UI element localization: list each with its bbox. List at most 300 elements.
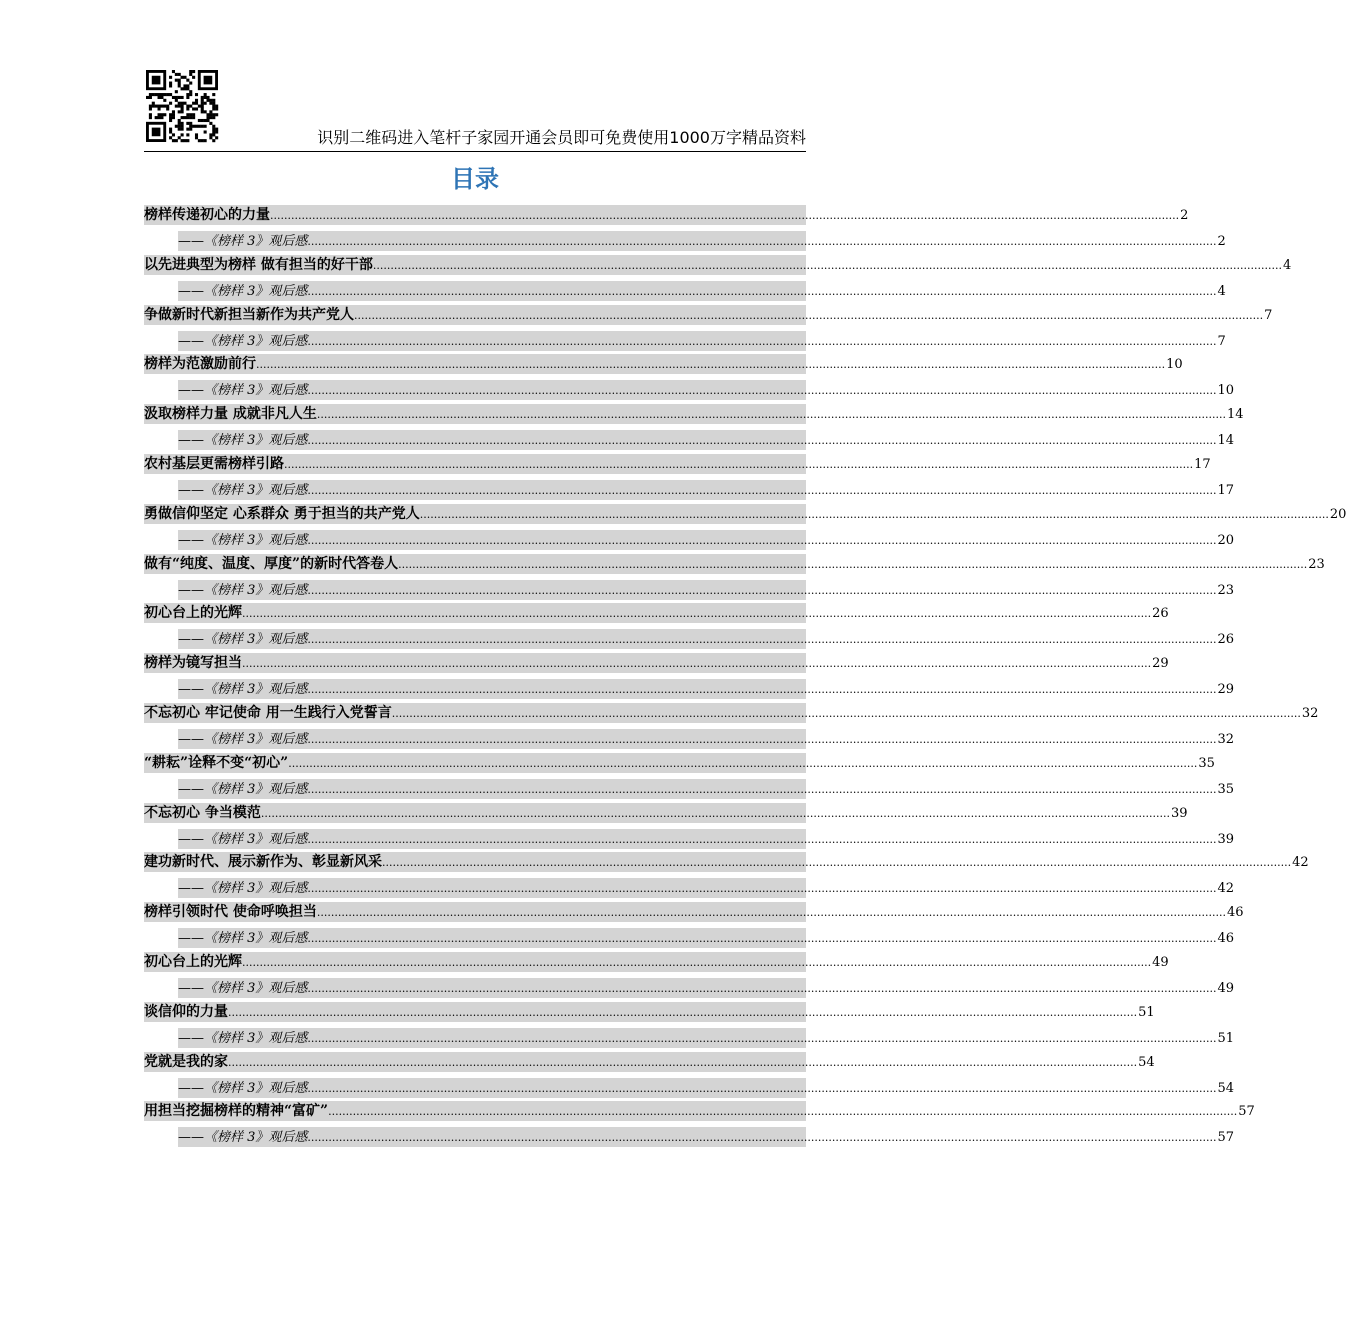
qr-module (155, 116, 158, 119)
toc-entry-page: 7 (1264, 308, 1273, 323)
toc-entry-title: 勇做信仰坚定 心系群众 勇于担当的共产党人 (144, 506, 420, 522)
qr-module (186, 122, 189, 125)
qr-module (212, 116, 215, 119)
toc-subentry-title: ——《榜样 3》观后感 (178, 632, 308, 647)
toc-subentry[interactable] (178, 679, 1235, 699)
toc-subentry[interactable] (178, 580, 1235, 600)
qr-module (206, 116, 209, 119)
qr-module (212, 107, 215, 110)
toc-subentry[interactable] (178, 829, 1235, 849)
qr-module (149, 93, 152, 96)
toc-entry[interactable] (144, 753, 1215, 773)
qr-module (178, 119, 181, 122)
toc-entry-title: 初心台上的光辉 (144, 954, 242, 970)
qr-module (181, 96, 184, 99)
toc-leader-dots: .................................................................................................................................................................................................................................................................... (307, 633, 1217, 646)
qr-module (192, 125, 195, 128)
toc-entry-title: 榜样传递初心的力量 (144, 207, 270, 223)
toc-subentry[interactable] (178, 430, 1235, 450)
qr-module (181, 110, 184, 113)
toc-entry-page: 17 (1194, 457, 1211, 472)
qr-module (215, 105, 218, 108)
qr-module (201, 119, 204, 122)
toc-subentry[interactable] (178, 978, 1235, 998)
qr-module (166, 93, 169, 96)
qr-module (181, 128, 184, 131)
qr-module (204, 102, 207, 105)
qr-module (146, 96, 149, 99)
toc-subentry[interactable] (178, 928, 1235, 948)
toc-subentry-title: ——《榜样 3》观后感 (178, 1130, 308, 1145)
toc-title: 目录 (451, 165, 499, 193)
toc-entry[interactable] (144, 852, 1309, 872)
toc-subentry[interactable] (178, 530, 1235, 550)
header-banner-text: 识别二维码进入笔杆子家园开通会员即可免费使用1000万字精品资料 (317, 128, 806, 147)
qr-module (178, 102, 181, 105)
qr-module (215, 130, 218, 133)
qr-module (172, 113, 175, 116)
qr-module (178, 84, 181, 87)
qr-module (178, 128, 181, 131)
qr-module (172, 116, 175, 119)
qr-module (158, 96, 161, 99)
qr-module (204, 110, 207, 113)
qr-module (189, 122, 192, 125)
qr-module (183, 102, 186, 105)
qr-module (206, 99, 209, 102)
qr-module (209, 136, 212, 139)
toc-subentry-title: ——《榜样 3》观后感 (178, 682, 308, 697)
qr-module (212, 93, 215, 96)
qr-module (163, 93, 166, 96)
toc-leader-dots: .................................................................................................................................................................................................................................................................... (391, 707, 1301, 720)
toc-subentry-title: ——《榜样 3》观后感 (178, 533, 308, 548)
qr-module (189, 128, 192, 131)
toc-subentry-page: 26 (1217, 632, 1235, 647)
qr-module (183, 76, 186, 79)
toc-subentry[interactable] (178, 878, 1235, 898)
qr-module (158, 107, 161, 110)
toc-entry[interactable] (144, 803, 1188, 823)
toc-leader-dots: .................................................................................................................................................................................................................................................................... (307, 484, 1217, 497)
qr-module (152, 105, 155, 108)
qr-module (178, 79, 181, 82)
qr-module (206, 119, 209, 122)
toc-leader-dots: .................................................................................................................................................................................................................................................................... (288, 757, 1198, 770)
toc-entry-page: 32 (1301, 706, 1319, 721)
toc-subentry-title: ——《榜样 3》观后感 (178, 433, 308, 448)
toc-entry-title: 榜样引领时代 使命呼唤担当 (144, 904, 317, 920)
toc-leader-dots: .................................................................................................................................................................................................................................................................... (307, 285, 1217, 298)
toc-entry-page: 39 (1171, 806, 1188, 821)
qr-module (169, 82, 172, 85)
qr-module (215, 113, 218, 116)
toc-subentry[interactable] (178, 1127, 1235, 1147)
toc-entry-page: 20 (1329, 507, 1346, 522)
qr-module (169, 136, 172, 139)
qr-module (206, 96, 209, 99)
qr-module (201, 110, 204, 113)
qr-module (212, 133, 215, 136)
qr-module (181, 116, 184, 119)
toc-leader-dots: .................................................................................................................................................................................................................................................................... (307, 932, 1217, 945)
toc-entry-title: 建功新时代、展示新作为、彰显新风采 (144, 854, 382, 870)
qr-module (186, 113, 189, 116)
toc-subentry-title: ——《榜样 3》观后感 (178, 931, 308, 946)
qr-module (204, 130, 207, 133)
qr-module (201, 139, 204, 142)
toc-leader-dots: .................................................................................................................................................................................................................................................................... (242, 607, 1152, 620)
qr-module (181, 122, 184, 125)
qr-code-icon[interactable] (146, 70, 222, 142)
qr-module (198, 125, 201, 128)
toc-entry[interactable] (144, 1101, 1255, 1121)
qr-module (181, 87, 184, 90)
qr-module (172, 110, 175, 113)
qr-module (204, 96, 207, 99)
qr-module (195, 93, 198, 96)
qr-module (201, 96, 204, 99)
toc-subentry-title: ——《榜样 3》观后感 (178, 383, 308, 398)
toc-entry-title: 初心台上的光辉 (144, 605, 242, 621)
toc-subentry-page: 57 (1217, 1130, 1235, 1145)
qr-module (195, 125, 198, 128)
qr-module (181, 125, 184, 128)
toc-subentry-title: ——《榜样 3》观后感 (178, 1081, 308, 1096)
toc-entry[interactable] (144, 703, 1319, 723)
toc-subentry-title: ——《榜样 3》观后感 (178, 583, 308, 598)
qr-module (181, 102, 184, 105)
qr-module (189, 116, 192, 119)
toc-leader-dots: .................................................................................................................................................................................................................................................................... (307, 235, 1217, 248)
qr-module (192, 107, 195, 110)
toc-subentry[interactable] (178, 779, 1235, 799)
toc-subentry-title: ——《榜样 3》观后感 (178, 234, 308, 249)
toc-entry[interactable] (144, 205, 1189, 225)
toc-subentry-title: ——《榜样 3》观后感 (178, 981, 308, 996)
toc-entry-page: 10 (1166, 357, 1183, 372)
qr-finder-inner (204, 76, 213, 85)
toc-subentry[interactable] (178, 480, 1235, 500)
qr-module (209, 102, 212, 105)
qr-module (169, 84, 172, 87)
toc-entry[interactable] (144, 554, 1325, 574)
qr-module (204, 93, 207, 96)
qr-module (175, 96, 178, 99)
toc-entry-title: 做有“纯度、温度、厚度”的新时代答卷人 (144, 556, 399, 572)
qr-module (186, 133, 189, 136)
toc-subentry-page: 23 (1217, 583, 1235, 598)
qr-module (198, 139, 201, 142)
toc-leader-dots: .................................................................................................................................................................................................................................................................... (284, 458, 1194, 471)
qr-module (189, 93, 192, 96)
qr-module (175, 139, 178, 142)
qr-module (183, 84, 186, 87)
qr-module (186, 105, 189, 108)
toc-leader-dots: .................................................................................................................................................................................................................................................................... (316, 906, 1226, 919)
qr-module (195, 107, 198, 110)
toc-entry[interactable] (144, 902, 1244, 922)
qr-module (169, 102, 172, 105)
toc-entry[interactable] (144, 454, 1211, 474)
toc-entry-page: 54 (1138, 1055, 1155, 1070)
qr-finder-inner (152, 128, 161, 137)
toc-subentry-title: ——《榜样 3》观后感 (178, 832, 308, 847)
toc-leader-dots: .................................................................................................................................................................................................................................................................... (382, 856, 1292, 869)
qr-module (158, 113, 161, 116)
qr-module (172, 139, 175, 142)
qr-module (149, 96, 152, 99)
qr-code-graphic (146, 70, 222, 142)
toc-entry-page: 23 (1308, 557, 1325, 572)
qr-module (178, 105, 181, 108)
toc-leader-dots: .................................................................................................................................................................................................................................................................... (354, 309, 1264, 322)
qr-module (160, 116, 163, 119)
qr-module (212, 128, 215, 131)
qr-module (186, 107, 189, 110)
qr-module (198, 105, 201, 108)
toc-leader-dots: .................................................................................................................................................................................................................................................................... (316, 408, 1226, 421)
toc-leader-dots: .................................................................................................................................................................................................................................................................... (307, 683, 1217, 696)
toc-subentry-title: ——《榜样 3》观后感 (178, 483, 308, 498)
toc-entry[interactable] (144, 1052, 1155, 1072)
toc-subentry-page: 4 (1217, 284, 1226, 299)
qr-module (155, 105, 158, 108)
qr-module (169, 113, 172, 116)
toc-subentry-title: ——《榜样 3》观后感 (178, 1031, 308, 1046)
qr-module (201, 107, 204, 110)
qr-module (201, 125, 204, 128)
toc-subentry-page: 7 (1217, 334, 1226, 349)
qr-module (215, 128, 218, 131)
qr-module (204, 139, 207, 142)
qr-module (186, 79, 189, 82)
qr-module (209, 113, 212, 116)
qr-module (181, 76, 184, 79)
qr-module (172, 96, 175, 99)
toc-entry-title: 以先进典型为榜样 做有担当的好干部 (144, 257, 373, 273)
qr-module (186, 93, 189, 96)
toc-subentry[interactable] (178, 729, 1235, 749)
toc-subentry-page: 2 (1217, 234, 1226, 249)
qr-module (212, 125, 215, 128)
toc-subentry[interactable] (178, 331, 1226, 351)
toc-subentry[interactable] (178, 281, 1226, 301)
qr-module (178, 96, 181, 99)
qr-module (189, 125, 192, 128)
toc-leader-dots: .................................................................................................................................................................................................................................................................... (228, 1006, 1138, 1019)
qr-module (192, 102, 195, 105)
toc-entry-page: 51 (1138, 1005, 1155, 1020)
qr-module (169, 130, 172, 133)
toc-subentry-page: 17 (1217, 483, 1235, 498)
qr-module (186, 87, 189, 90)
qr-module (160, 96, 163, 99)
toc-subentry[interactable] (178, 380, 1235, 400)
qr-module (158, 116, 161, 119)
toc-entry-page: 35 (1198, 756, 1215, 771)
qr-module (189, 90, 192, 93)
toc-subentry-page: 29 (1217, 682, 1235, 697)
qr-module (152, 93, 155, 96)
qr-module (160, 113, 163, 116)
toc-subentry[interactable] (178, 629, 1235, 649)
qr-module (209, 122, 212, 125)
toc-subentry-page: 42 (1217, 881, 1235, 896)
toc-leader-dots: .................................................................................................................................................................................................................................................................... (307, 882, 1217, 895)
toc-leader-dots: .................................................................................................................................................................................................................................................................... (307, 1082, 1217, 1095)
toc-leader-dots: .................................................................................................................................................................................................................................................................... (307, 335, 1217, 348)
qr-module (172, 133, 175, 136)
qr-module (163, 99, 166, 102)
qr-module (181, 105, 184, 108)
qr-module (169, 93, 172, 96)
toc-entry-page: 57 (1238, 1104, 1255, 1119)
qr-module (195, 136, 198, 139)
qr-module (183, 87, 186, 90)
qr-module (160, 105, 163, 108)
qr-module (209, 99, 212, 102)
qr-module (178, 73, 181, 76)
qr-module (169, 128, 172, 131)
toc-entry[interactable] (144, 255, 1292, 275)
qr-module (201, 99, 204, 102)
toc-leader-dots: .................................................................................................................................................................................................................................................................... (307, 434, 1217, 447)
qr-module (209, 110, 212, 113)
toc-entry[interactable] (144, 653, 1169, 673)
qr-module (166, 105, 169, 108)
qr-module (183, 116, 186, 119)
qr-module (169, 76, 172, 79)
qr-module (169, 119, 172, 122)
header-divider (144, 151, 806, 152)
toc-leader-dots: .................................................................................................................................................................................................................................................................... (307, 384, 1217, 397)
toc-entry-title: 农村基层更需榜样引路 (144, 456, 284, 472)
toc-entry[interactable] (144, 603, 1169, 623)
toc-subentry-title: ——《榜样 3》观后感 (178, 334, 308, 349)
toc-subentry-page: 54 (1217, 1081, 1235, 1096)
toc-subentry-page: 20 (1217, 533, 1235, 548)
qr-module (198, 119, 201, 122)
qr-module (212, 130, 215, 133)
toc-subentry-page: 14 (1217, 433, 1235, 448)
toc-entry-page: 4 (1283, 258, 1292, 273)
qr-module (186, 128, 189, 131)
toc-entry[interactable] (144, 1002, 1155, 1022)
toc-leader-dots: .................................................................................................................................................................................................................................................................... (398, 558, 1308, 571)
toc-subentry-page: 32 (1217, 732, 1235, 747)
toc-leader-dots: .................................................................................................................................................................................................................................................................... (307, 1131, 1217, 1144)
qr-module (175, 90, 178, 93)
qr-module (195, 133, 198, 136)
toc-subentry-title: ——《榜样 3》观后感 (178, 284, 308, 299)
toc-subentry-page: 10 (1217, 383, 1235, 398)
toc-entry-title: 党就是我的家 (144, 1054, 228, 1070)
toc-entry[interactable] (144, 404, 1244, 424)
qr-module (201, 105, 204, 108)
toc-entry-title: 汲取榜样力量 成就非凡人生 (144, 406, 317, 422)
qr-module (189, 82, 192, 85)
qr-module (201, 102, 204, 105)
toc-entry-title: “耕耘”诠释不变“初心” (144, 755, 289, 771)
toc-entry[interactable] (144, 952, 1169, 972)
qr-module (192, 113, 195, 116)
qr-module (206, 113, 209, 116)
qr-module (186, 139, 189, 142)
toc-subentry-title: ——《榜样 3》观后感 (178, 782, 308, 797)
toc-leader-dots: .................................................................................................................................................................................................................................................................... (256, 358, 1166, 371)
toc-leader-dots: .................................................................................................................................................................................................................................................................... (260, 807, 1170, 820)
qr-module (175, 105, 178, 108)
toc-entry-page: 26 (1152, 606, 1169, 621)
qr-module (175, 73, 178, 76)
toc-entry[interactable] (144, 354, 1183, 374)
qr-module (215, 136, 218, 139)
toc-entry-page: 29 (1152, 656, 1169, 671)
qr-module (186, 84, 189, 87)
toc-entry-title: 榜样为范激励前行 (144, 356, 256, 372)
qr-module (155, 93, 158, 96)
toc-subentry[interactable] (178, 231, 1226, 251)
qr-module (192, 116, 195, 119)
qr-module (149, 116, 152, 119)
qr-module (192, 76, 195, 79)
toc-leader-dots: .................................................................................................................................................................................................................................................................... (307, 833, 1217, 846)
qr-module (204, 119, 207, 122)
qr-module (212, 99, 215, 102)
toc-entry-title: 不忘初心 牢记使命 用一生践行入党誓言 (144, 705, 392, 721)
qr-module (166, 107, 169, 110)
qr-module (178, 122, 181, 125)
qr-module (175, 79, 178, 82)
toc-entry[interactable] (144, 504, 1346, 524)
qr-module (212, 113, 215, 116)
qr-module (186, 116, 189, 119)
qr-module (172, 70, 175, 73)
qr-module (160, 93, 163, 96)
qr-module (195, 99, 198, 102)
toc-subentry-page: 35 (1217, 782, 1235, 797)
qr-module (189, 105, 192, 108)
qr-module (175, 99, 178, 102)
toc-entry[interactable] (144, 305, 1273, 325)
qr-module (152, 102, 155, 105)
toc-leader-dots: .................................................................................................................................................................................................................................................................... (307, 982, 1217, 995)
toc-entry-page: 49 (1152, 955, 1169, 970)
toc-subentry-page: 51 (1217, 1031, 1235, 1046)
toc-subentry[interactable] (178, 1028, 1235, 1048)
toc-subentry[interactable] (178, 1078, 1235, 1098)
toc-entry-title: 用担当挖掘榜样的精神“富矿” (144, 1103, 329, 1119)
qr-module (178, 110, 181, 113)
qr-module (189, 73, 192, 76)
toc-leader-dots: .................................................................................................................................................................................................................................................................... (328, 1105, 1238, 1118)
toc-entry-page: 46 (1227, 905, 1244, 920)
qr-module (181, 107, 184, 110)
qr-module (209, 116, 212, 119)
qr-module (189, 70, 192, 73)
toc-leader-dots: .................................................................................................................................................................................................................................................................... (242, 657, 1152, 670)
qr-module (149, 107, 152, 110)
qr-module (163, 105, 166, 108)
toc-subentry-page: 49 (1217, 981, 1235, 996)
toc-leader-dots: .................................................................................................................................................................................................................................................................... (372, 259, 1282, 272)
qr-module (163, 113, 166, 116)
qr-module (158, 93, 161, 96)
qr-module (183, 139, 186, 142)
qr-module (212, 102, 215, 105)
toc-leader-dots: .................................................................................................................................................................................................................................................................... (242, 956, 1152, 969)
